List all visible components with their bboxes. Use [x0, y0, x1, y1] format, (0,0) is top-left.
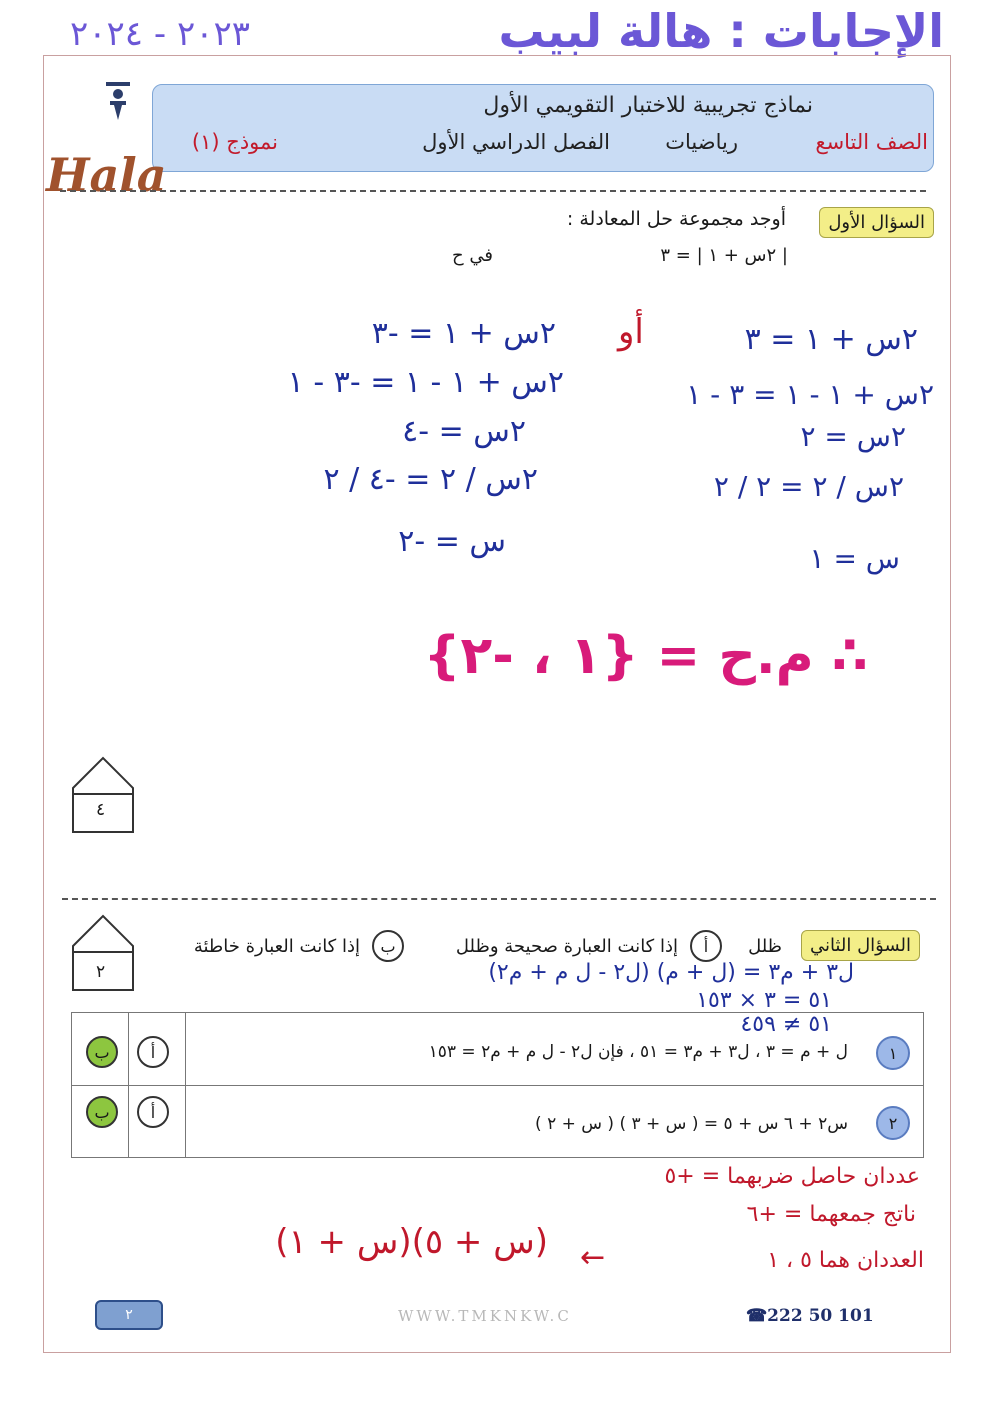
item-1-option-b[interactable]: ب: [86, 1036, 118, 1068]
q2-work-2: ٥١ = ٣ × ١٥٣: [696, 988, 832, 1013]
model-label: نموذج (١): [191, 130, 278, 154]
item-2-option-b[interactable]: ب: [86, 1096, 118, 1128]
q2-work-3: ٥١ ≠ ٤٥٩: [740, 1012, 832, 1037]
q1-label: السؤال الأول: [819, 207, 934, 238]
divider: [60, 190, 926, 192]
item-number-2: ٢: [876, 1106, 910, 1140]
q1-mark: ٤: [96, 800, 106, 820]
q2-instruction-mid: إذا كانت العبارة صحيحة وظلل: [455, 936, 678, 957]
item-number-1: ١: [876, 1036, 910, 1070]
note-1: عددان حاصل ضربهما = +٥: [664, 1164, 920, 1189]
subject-label: رياضيات: [665, 130, 738, 154]
option-a-icon: أ: [690, 930, 722, 962]
right-step-3: ٢س = ٢: [800, 420, 906, 453]
right-step-2: ٢س + ١ - ١ = ٣ - ١: [686, 378, 934, 411]
q2-instruction-a: ظلل: [748, 936, 782, 957]
item-1-option-a[interactable]: أ: [137, 1036, 169, 1068]
solution-set: ∴ م.ح = {١ ، -٢}: [423, 626, 868, 686]
q1-mark-box: [72, 756, 134, 834]
item-text-2: س٢ + ٦ س + ٥ = ( س + ٣ ) ( س + ٢ ): [535, 1114, 848, 1134]
page-number: ٢: [95, 1300, 163, 1330]
grade-label: الصف التاسع: [815, 130, 928, 154]
page-title: نماذج تجريبية للاختبار التقويمي الأول: [483, 93, 813, 118]
q2-instruction-end: إذا كانت العبارة خاطئة: [193, 936, 360, 957]
note-2: ناتج جمعهما = +٦: [746, 1202, 916, 1227]
q2-mark: ٢: [96, 962, 106, 982]
q2-label: السؤال الثاني: [801, 930, 920, 961]
or-label: أو: [618, 312, 644, 352]
factor-result: (س + ٥)(س + ١): [275, 1222, 548, 1262]
phone: ☎222 50 101: [746, 1306, 874, 1326]
year-annotation: ٢٠٢٣ - ٢٠٢٤: [70, 14, 250, 54]
arrow-icon: ←: [580, 1240, 606, 1275]
answers-annotation: الإجابات : هالة لبيب: [498, 4, 944, 58]
left-step-4: ٢س / ٢ = -٤ / ٢: [323, 462, 538, 497]
left-step-5: س = -٢: [398, 524, 506, 559]
item-2-option-a[interactable]: أ: [137, 1096, 169, 1128]
answer-table: [71, 1012, 924, 1158]
logo-icon: [100, 80, 136, 122]
q1-equation: | ٢س + ١ | = ٣: [660, 245, 788, 266]
right-step-5: س = ١: [809, 542, 900, 575]
right-step-1: ٢س + ١ = ٣: [744, 322, 918, 357]
left-step-1: ٢س + ١ = -٣: [371, 316, 556, 351]
item-text-1: ل + م = ٣ ، ل٣ + م٣ = ٥١ ، فإن ل٢ - ل م + م٢ = ١٥٣: [428, 1042, 848, 1062]
q2-work-1: ل٣ + م٣ = (ل + م) (ل٢ - ل م + م٢): [488, 960, 854, 985]
website: WWW.TMKNKW.C: [398, 1307, 572, 1325]
q1-domain: في ح: [452, 245, 493, 266]
right-step-4: ٢س / ٢ = ٢ / ٢: [713, 470, 904, 503]
signature: Hala: [46, 148, 167, 202]
page-frame: [43, 55, 951, 1353]
option-b-icon: ب: [372, 930, 404, 962]
left-step-3: ٢س = -٤: [402, 414, 526, 449]
left-step-2: ٢س + ١ - ١ = -٣ - ١: [287, 365, 564, 400]
term-label: الفصل الدراسي الأول: [422, 130, 610, 154]
q1-prompt: أوجد مجموعة حل المعادلة :: [566, 208, 786, 230]
divider: [62, 898, 936, 900]
note-3: العددان هما ٥ ، ١: [767, 1248, 924, 1273]
